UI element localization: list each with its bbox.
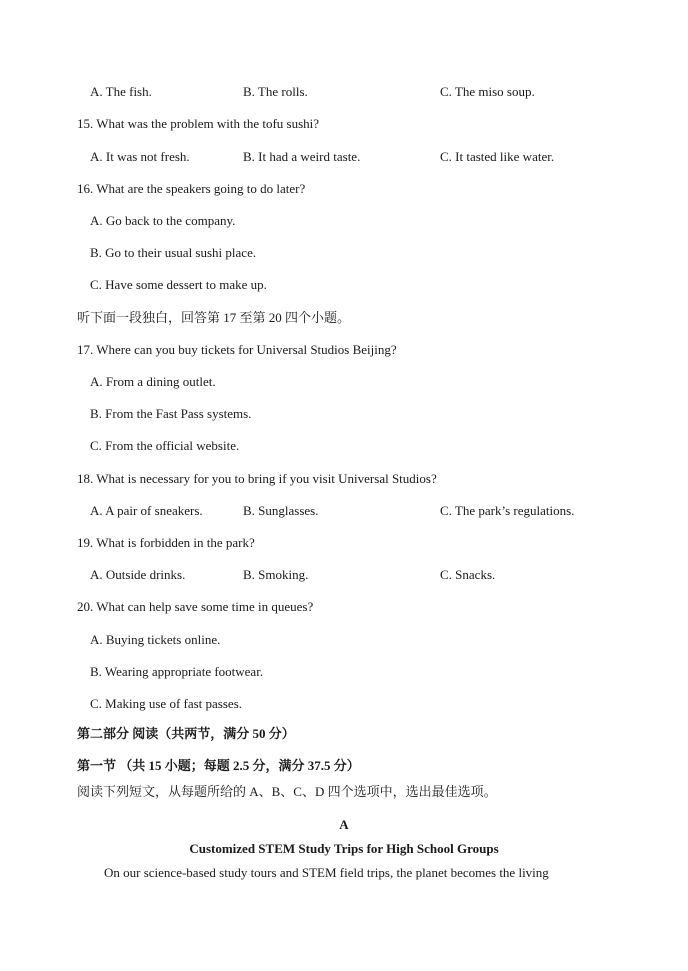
q19-option-b: B. Smoking. bbox=[243, 567, 309, 582]
q15-option-a: A. It was not fresh. bbox=[90, 149, 190, 164]
q20-option-a: A. Buying tickets online. bbox=[90, 632, 221, 647]
q18-option-a: A. A pair of sneakers. bbox=[90, 503, 203, 518]
q17-question: 17. Where can you buy tickets for Universal Studios Beijing? bbox=[77, 342, 397, 357]
reading-instruction: 阅读下列短文，从每题所给的 A、B、C、D 四个选项中，选出最佳选项。 bbox=[77, 784, 497, 799]
section2-heading: 第二部分 阅读（共两节，满分 50 分） bbox=[77, 726, 295, 741]
q20-question: 20. What can help save some time in queues? bbox=[77, 599, 314, 614]
q18-option-b: B. Sunglasses. bbox=[243, 503, 319, 518]
q16-option-c: C. Have some dessert to make up. bbox=[90, 277, 267, 292]
passage-title: Customized STEM Study Trips for High School Groups bbox=[189, 841, 499, 856]
q20-option-b: B. Wearing appropriate footwear. bbox=[90, 664, 264, 679]
q19-question: 19. What is forbidden in the park? bbox=[77, 535, 255, 550]
passage-first-line: On our science-based study tours and STEM field trips, the planet becomes the living bbox=[104, 865, 549, 880]
q16-option-b: B. Go to their usual sushi place. bbox=[90, 245, 257, 260]
q17-option-b: B. From the Fast Pass systems. bbox=[90, 406, 252, 421]
q19-option-c: C. Snacks. bbox=[440, 567, 496, 582]
q15-question: 15. What was the problem with the tofu sushi? bbox=[77, 116, 320, 131]
passage-label: A bbox=[339, 817, 349, 832]
q16-option-a: A. Go back to the company. bbox=[90, 213, 236, 228]
q15-option-c: C. It tasted like water. bbox=[440, 149, 555, 164]
q20-option-c: C. Making use of fast passes. bbox=[90, 696, 243, 711]
q14-option-a: A. The fish. bbox=[90, 84, 152, 99]
q16-question: 16. What are the speakers going to do later? bbox=[77, 181, 306, 196]
q18-question: 18. What is necessary for you to bring if you visit Universal Studios? bbox=[77, 471, 437, 486]
listening-instruction: 听下面一段独白，回答第 17 至第 20 四个小题。 bbox=[77, 310, 351, 325]
q17-option-a: A. From a dining outlet. bbox=[90, 374, 216, 389]
q18-option-c: C. The park’s regulations. bbox=[440, 503, 575, 518]
section2-part1-heading: 第一节 （共 15 小题；每题 2.5 分，满分 37.5 分） bbox=[77, 758, 360, 773]
q19-option-a: A. Outside drinks. bbox=[90, 567, 186, 582]
q14-option-b: B. The rolls. bbox=[243, 84, 308, 99]
q15-option-b: B. It had a weird taste. bbox=[243, 149, 361, 164]
q14-option-c: C. The miso soup. bbox=[440, 84, 535, 99]
q17-option-c: C. From the official website. bbox=[90, 438, 240, 453]
